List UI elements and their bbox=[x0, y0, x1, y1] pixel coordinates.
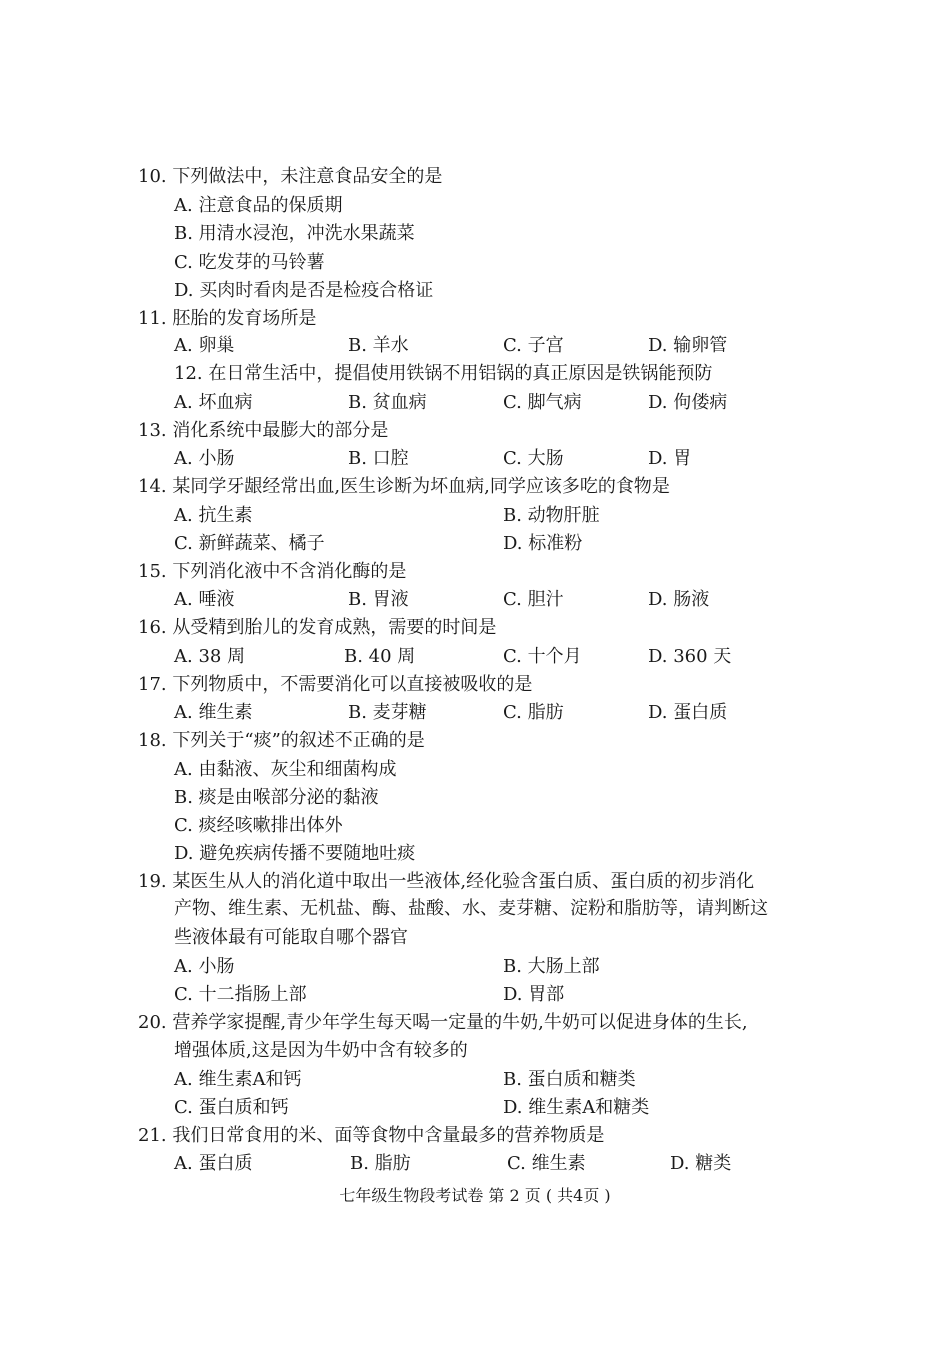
question-20: 20. 营养学家提醒,青少年学生每天喝一定量的牛奶,牛奶可以促进身体的生长, bbox=[138, 1012, 748, 1033]
question-19: 19. 某医生从人的消化道中取出一些液体,经化验含蛋白质、蛋白质的初步消化 bbox=[138, 871, 755, 892]
option-17-b: B. 麦芽糖 bbox=[348, 702, 427, 723]
question-17: 17. 下列物质中，不需要消化可以直接被吸收的是 bbox=[138, 674, 533, 695]
option-21-c: C. 维生素 bbox=[507, 1153, 586, 1174]
option-16-c: C. 十个月 bbox=[503, 646, 582, 667]
option-16-b: B. 40 周 bbox=[344, 646, 416, 667]
option-21-d: D. 糖类 bbox=[670, 1153, 732, 1174]
option-16-d: D. 360 天 bbox=[648, 646, 732, 667]
option-11-d: D. 输卵管 bbox=[648, 335, 728, 356]
option-11-c: C. 子宫 bbox=[503, 335, 564, 356]
page-footer: 七年级生物段考试卷 第 2 页 ( 共4页 ) bbox=[339, 1186, 611, 1205]
question-21: 21. 我们日常食用的米、面等食物中含量最多的营养物质是 bbox=[138, 1125, 605, 1146]
option-11-a: A. 卵巢 bbox=[174, 335, 235, 356]
option-10-a: A. 注意食品的保质期 bbox=[174, 195, 343, 216]
question-14: 14. 某同学牙龈经常出血,医生诊断为坏血病,同学应该多吃的食物是 bbox=[138, 476, 670, 497]
option-19-a: A. 小肠 bbox=[174, 956, 235, 977]
option-17-a: A. 维生素 bbox=[174, 702, 253, 723]
option-12-b: B. 贫血病 bbox=[348, 392, 427, 413]
option-13-b: B. 口腔 bbox=[348, 448, 409, 469]
option-20-a: A. 维生素A和钙 bbox=[174, 1069, 302, 1090]
option-21-b: B. 脂肪 bbox=[350, 1153, 411, 1174]
question-20-line-2: 增强体质,这是因为牛奶中含有较多的 bbox=[174, 1040, 468, 1061]
option-14-b: B. 动物肝脏 bbox=[503, 505, 600, 526]
option-21-a: A. 蛋白质 bbox=[174, 1153, 253, 1174]
question-15: 15. 下列消化液中不含消化酶的是 bbox=[138, 561, 407, 582]
question-16: 16. 从受精到胎儿的发育成熟，需要的时间是 bbox=[138, 617, 497, 638]
option-18-c: C. 痰经咳嗽排出体外 bbox=[174, 815, 343, 836]
option-18-b: B. 痰是由喉部分泌的黏液 bbox=[174, 787, 379, 808]
question-19-line-2: 产物、维生素、无机盐、酶、盐酸、水、麦芽糖、淀粉和脂肪等，请判断这 bbox=[174, 898, 768, 919]
option-15-a: A. 唾液 bbox=[174, 589, 235, 610]
question-19-line-3: 些液体最有可能取自哪个器官 bbox=[174, 927, 408, 948]
option-14-c: C. 新鲜蔬菜、橘子 bbox=[174, 533, 325, 554]
option-12-a: A. 坏血病 bbox=[174, 392, 253, 413]
option-10-b: B. 用清水浸泡，冲洗水果蔬菜 bbox=[174, 223, 415, 244]
option-13-a: A. 小肠 bbox=[174, 448, 235, 469]
question-11: 11. 胚胎的发育场所是 bbox=[138, 308, 317, 329]
option-15-c: C. 胆汁 bbox=[503, 589, 564, 610]
option-10-d: D. 买肉时看肉是否是检疫合格证 bbox=[174, 280, 434, 301]
option-14-a: A. 抗生素 bbox=[174, 505, 253, 526]
question-13: 13. 消化系统中最膨大的部分是 bbox=[138, 420, 389, 441]
option-12-d: D. 佝偻病 bbox=[648, 392, 728, 413]
option-11-b: B. 羊水 bbox=[348, 335, 409, 356]
option-19-d: D. 胃部 bbox=[503, 984, 565, 1005]
option-20-b: B. 蛋白质和糖类 bbox=[503, 1069, 636, 1090]
question-10: 10. 下列做法中，未注意食品安全的是 bbox=[138, 166, 443, 187]
question-12: 12. 在日常生活中，提倡使用铁锅不用铝锅的真正原因是铁锅能预防 bbox=[174, 363, 713, 384]
option-17-c: C. 脂肪 bbox=[503, 702, 564, 723]
option-19-b: B. 大肠上部 bbox=[503, 956, 600, 977]
option-13-c: C. 大肠 bbox=[503, 448, 564, 469]
option-18-a: A. 由黏液、灰尘和细菌构成 bbox=[174, 759, 397, 780]
option-12-c: C. 脚气病 bbox=[503, 392, 582, 413]
option-15-d: D. 肠液 bbox=[648, 589, 710, 610]
option-20-d: D. 维生素A和糖类 bbox=[503, 1097, 650, 1118]
option-19-c: C. 十二指肠上部 bbox=[174, 984, 307, 1005]
option-13-d: D. 胃 bbox=[648, 448, 692, 469]
option-10-c: C. 吃发芽的马铃薯 bbox=[174, 252, 325, 273]
option-18-d: D. 避免疾病传播不要随地吐痰 bbox=[174, 843, 416, 864]
question-18: 18. 下列关于“痰”的叙述不正确的是 bbox=[138, 730, 425, 751]
option-20-c: C. 蛋白质和钙 bbox=[174, 1097, 289, 1118]
option-14-d: D. 标准粉 bbox=[503, 533, 583, 554]
option-15-b: B. 胃液 bbox=[348, 589, 409, 610]
option-17-d: D. 蛋白质 bbox=[648, 702, 728, 723]
option-16-a: A. 38 周 bbox=[174, 646, 246, 667]
